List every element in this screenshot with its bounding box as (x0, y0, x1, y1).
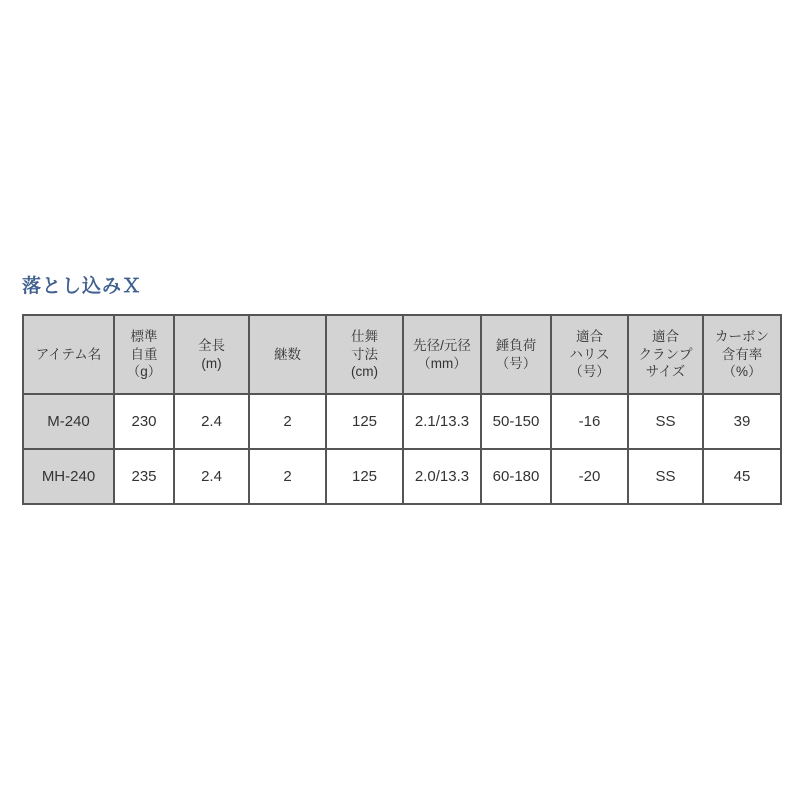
cell-closed-length-cm: 125 (326, 394, 403, 449)
cell-sinker-load-go: 50-150 (481, 394, 551, 449)
column-header-section-count: 継数 (249, 315, 326, 394)
cell-total-length-m: 2.4 (174, 394, 249, 449)
cell-total-length-m: 2.4 (174, 449, 249, 504)
column-header-clamp-size: 適合 クランプ サイズ (628, 315, 703, 394)
table-row (23, 394, 781, 449)
column-header-carbon-content-pct: カーボン 含有率 （%） (703, 315, 781, 394)
cell-tip-butt-diameter-mm: 2.0/13.3 (403, 449, 481, 504)
cell-leader-harisu-go: -16 (551, 394, 628, 449)
cell-tip-butt-diameter-mm: 2.1/13.3 (403, 394, 481, 449)
cell-carbon-content-pct: 45 (703, 449, 781, 504)
page-title: 落とし込みＸ (22, 276, 143, 297)
cell-clamp-size: SS (628, 394, 703, 449)
cell-standard-weight-g: 230 (114, 394, 174, 449)
cell-section-count: 2 (249, 449, 326, 504)
spec-table-body (23, 394, 781, 504)
cell-clamp-size: SS (628, 449, 703, 504)
cell-standard-weight-g: 235 (114, 449, 174, 504)
column-header-tip-butt-diameter-mm: 先径/元径 （mm） (403, 315, 481, 394)
cell-item-name: MH-240 (23, 449, 114, 504)
cell-closed-length-cm: 125 (326, 449, 403, 504)
column-header-closed-length-cm: 仕舞 寸法 (cm) (326, 315, 403, 394)
cell-carbon-content-pct: 39 (703, 394, 781, 449)
column-header-total-length-m: 全長 (m) (174, 315, 249, 394)
cell-leader-harisu-go: -20 (551, 449, 628, 504)
cell-sinker-load-go: 60-180 (481, 449, 551, 504)
cell-item-name: M-240 (23, 394, 114, 449)
column-header-standard-weight-g: 標準 自重 （g） (114, 315, 174, 394)
column-header-sinker-load-go: 錘負荷 （号） (481, 315, 551, 394)
spec-table (22, 314, 782, 505)
table-row (23, 449, 781, 504)
header-row (23, 315, 781, 394)
column-header-item-name: アイテム名 (23, 315, 114, 394)
column-header-leader-harisu-go: 適合 ハリス （号） (551, 315, 628, 394)
cell-section-count: 2 (249, 394, 326, 449)
